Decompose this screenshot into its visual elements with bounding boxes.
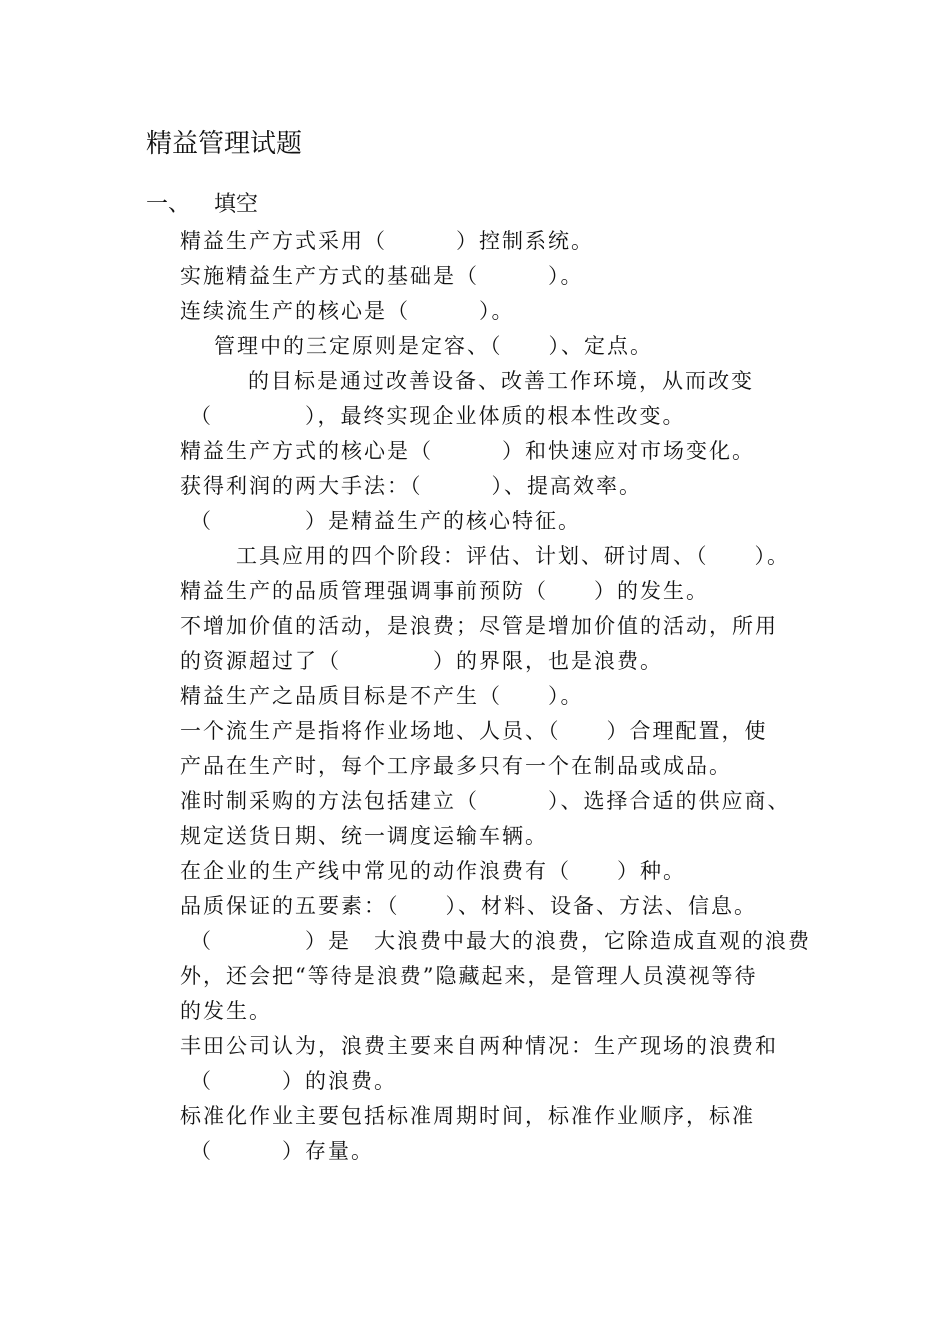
section-heading [146,190,258,220]
question-line: 的发生。 [180,999,272,1023]
question-line: 精益生产方式的核心是（ ）和快速应对市场变化。 [180,439,755,463]
question-line: （ ），最终实现企业体质的根本性改变。 [190,404,686,428]
question-line: 品质保证的五要素：（ ）、材料、设备、方法、信息。 [180,894,757,918]
question-line: 工具应用的四个阶段：评估、计划、研讨周、（ ）。 [236,544,790,568]
question-line: 管理中的三定原则是定容、（ ）、定点。 [214,334,653,358]
question-line: 精益生产的品质管理强调事前预防（ ）的发生。 [180,579,709,603]
question-line: 准时制采购的方法包括建立（ ）、选择合适的供应商、 [180,789,791,813]
section-number: 一、 [146,192,191,217]
question-line: 在企业的生产线中常见的动作浪费有（ ）种。 [180,859,686,883]
question-line: （ ）是 大浪费中最大的浪费，它除造成直观的浪费 [190,929,811,953]
question-line: （ ）是精益生产的核心特征。 [190,509,581,533]
question-line: 外，还会把“等待是浪费”隐藏起来，是管理人员漠视等待 [180,964,758,988]
question-line: 连续流生产的核心是（ ）。 [180,299,515,323]
question-line: 产品在生产时，每个工序最多只有一个在制品或成品。 [180,754,732,778]
question-line: 一个流生产是指将作业场地、人员、（ ）合理配置，使 [180,719,768,743]
question-line: （ ）的浪费。 [190,1069,397,1093]
document-title: 精益管理试题 [146,129,303,159]
question-line: 规定送货日期、统一调度运输车辆。 [180,824,548,848]
question-line: 的目标是通过改善设备、改善工作环境，从而改变 [248,369,754,393]
question-list [180,224,810,1169]
question-line: 不增加价值的活动，是浪费；尽管是增加价值的活动，所用 [180,614,778,638]
question-line: （ ）存量。 [190,1139,374,1163]
question-line: 获得利润的两大手法：（ ）、提高效率。 [180,474,642,498]
question-line: 精益生产方式采用（ ）控制系统。 [180,229,594,253]
question-line: 丰田公司认为，浪费主要来自两种情况：生产现场的浪费和 [180,1034,778,1058]
question-line: 的资源超过了（ ）的界限，也是浪费。 [180,649,663,673]
question-line: 标准化作业主要包括标准周期时间，标准作业顺序，标准 [180,1104,755,1128]
question-line: 精益生产之品质目标是不产生（ ）。 [180,684,584,708]
section-name: 填空 [214,192,259,217]
question-line: 实施精益生产方式的基础是（ ）。 [180,264,584,288]
